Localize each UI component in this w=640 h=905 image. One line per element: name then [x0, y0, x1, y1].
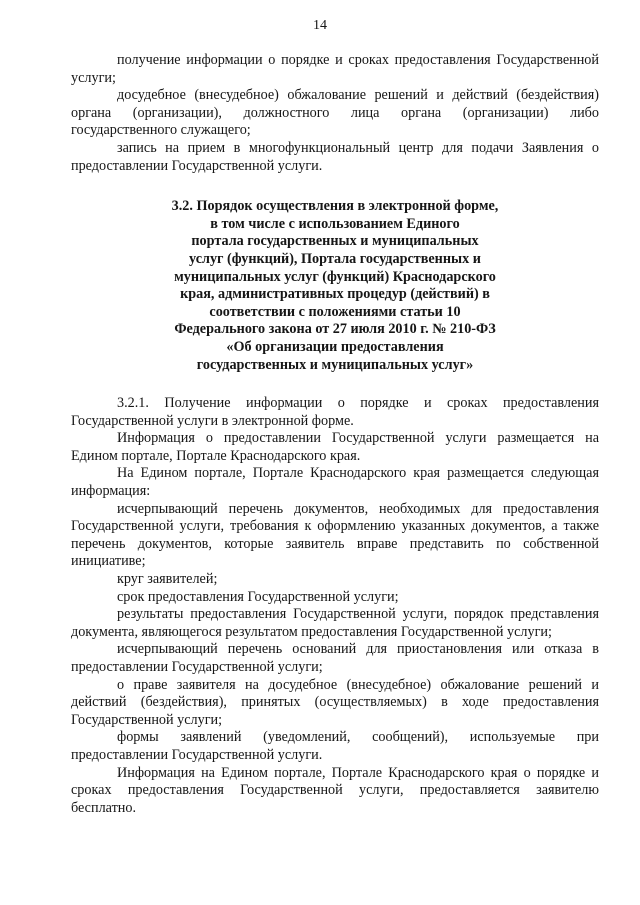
heading-line: 3.2. Порядок осуществления в электронной форме, [171, 198, 499, 215]
intro-paragraph: досудебное (внесудебное) обжалование решений и действий (бездействия) органа (организации), должностного лица органа (организации) либо государственного служащего; [71, 87, 599, 139]
list-item: исчерпывающий перечень документов, необходимых для предоставления Государственной услуги, требования к оформлению указанных документов, а также перечень документов, которые заявитель вправе представить по собственной инициативе; [71, 500, 599, 570]
heading-line: Федерального закона от 27 июля 2010 г. № 210-ФЗ [174, 321, 496, 338]
document-body [71, 52, 599, 817]
section-paragraph: Информация на Едином портале, Портале Краснодарского края о порядке и сроках предоставления Государственной услуги, предоставляется заявителю бесплатно. [71, 764, 599, 816]
list-item: срок предоставления Государственной услуги; [117, 588, 399, 605]
heading-line: услуг (функций), Портала государственных и [189, 250, 481, 267]
heading-line: в том числе с использованием Единого [210, 215, 460, 232]
list-item: исчерпывающий перечень оснований для приостановления или отказа в предоставлении Государственной услуги; [71, 641, 599, 675]
intro-paragraph: получение информации о порядке и сроках предоставления Государственной услуги; [71, 52, 599, 86]
list-item: о праве заявителя на досудебное (внесудебное) обжалование решений и действий (бездействия), принятых (осуществляемых) в ходе предоставления Государственной услуги; [71, 676, 599, 728]
heading-line: края, административных процедур (действий) в [180, 286, 490, 303]
section-paragraph: Информация о предоставлении Государственной услуги размещается на Едином портале, Портале Краснодарского края. [71, 430, 599, 464]
heading-line: государственных и муниципальных услуг» [196, 356, 474, 373]
heading-line: портала государственных и муниципальных [191, 233, 479, 250]
section-paragraph: 3.2.1. Получение информации о порядке и сроках предоставления Государственной услуги в электронной форме. [71, 395, 599, 429]
section-heading [71, 198, 599, 374]
heading-line: «Об организации предоставления [226, 338, 444, 355]
page-number: 14 [313, 18, 327, 33]
list-item: формы заявлений (уведомлений, сообщений), используемые при предоставлении Государственной услуги. [71, 729, 599, 763]
list-item: круг заявителей; [117, 571, 218, 588]
list-item: результаты предоставления Государственной услуги, порядок представления документа, являющегося результатом предоставления Государственной услуги; [71, 606, 599, 640]
heading-line: муниципальных услуг (функций) Краснодарского [174, 268, 496, 285]
heading-line: соответствии с положениями статьи 10 [209, 303, 461, 320]
intro-paragraph: запись на прием в многофункциональный центр для подачи Заявления о предоставлении Государственной услуги. [71, 139, 599, 174]
section-paragraph: На Едином портале, Портале Краснодарского края размещается следующая информация: [71, 465, 599, 500]
